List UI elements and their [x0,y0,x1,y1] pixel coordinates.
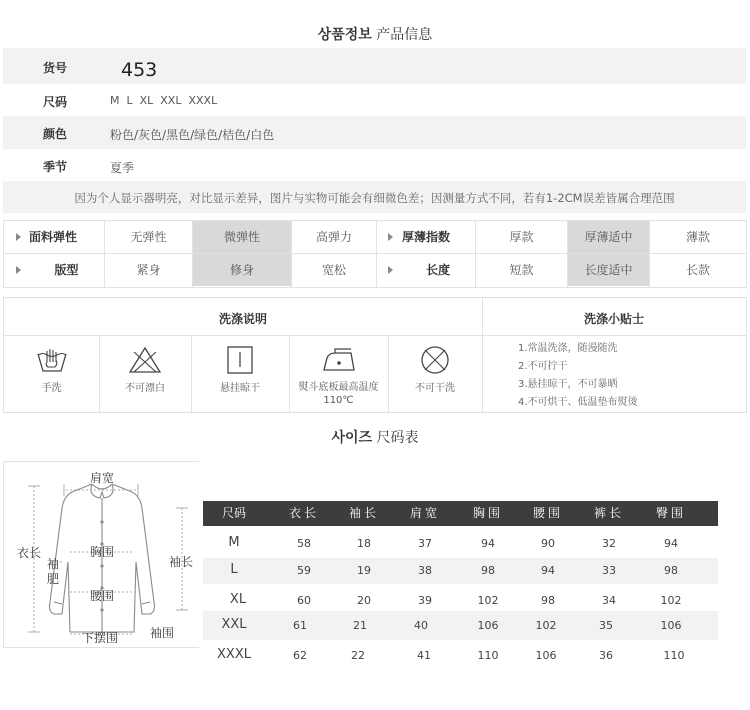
size-table-header-cell: 裤长 [593,506,624,520]
size-value: 94 [541,564,555,577]
wash-title: 洗涤说明 [218,312,267,326]
size-value: 98 [541,594,555,607]
attr-option-selected: 修身 [193,254,291,286]
info-label: 货号 [43,61,68,75]
diagram-label-shoulder: 肩宽 [90,471,115,485]
size-chart-title [0,427,750,447]
arrow-right-icon [388,233,393,241]
info-value: 粉色/灰色/黑色/绿色/桔色/白色 [110,128,275,142]
attributes-table [3,220,747,288]
divider [482,298,483,412]
size-value: 102 [535,619,557,632]
size-value: 40 [414,619,428,632]
wash-item-label: 悬挂晾干 [220,383,260,394]
divider [4,253,746,254]
size-value: 94 [481,537,495,550]
diagram-label-sleeve-width: 袖肥 [47,557,60,586]
diagram-label-length: 衣长 [17,546,42,560]
size-value: 41 [417,649,431,662]
diagram-label-sleeve: 袖长 [169,555,194,569]
hand-wash-icon [35,346,69,374]
attr-option: 薄款 [685,230,710,244]
size-value: 106 [535,649,557,662]
wash-item-no-bleach [99,336,191,412]
wash-item-label: 不可漂白 [125,383,165,394]
wash-item-no-dry-clean [388,336,482,412]
diagram-label-waist: 腰围 [90,589,115,603]
size-name: XXL [221,617,247,632]
size-value: 20 [357,594,371,607]
attr-label-elasticity: 面料弹性 [29,230,78,244]
divider [376,221,377,287]
size-table-row [203,530,718,558]
attr-option-selected: 厚薄适中 [568,221,649,253]
no-tumble-dry-icon [419,344,451,376]
product-info-title-zh: 产品信息 [376,27,433,43]
wash-item-label: 熨斗底板最高温度110℃ [298,382,379,406]
info-row-item-no [3,48,746,84]
size-table-row [203,611,718,640]
info-label: 尺码 [43,95,68,109]
size-table-header [203,501,718,526]
size-value: 33 [602,564,616,577]
size-value: 22 [351,649,365,662]
wash-tips-list [518,340,638,412]
size-table-header-cell: 胸围 [472,506,503,520]
wash-panel [3,297,747,413]
size-table-header-cell: 衣长 [288,506,319,520]
divider [192,221,193,287]
arrow-right-icon [16,266,21,274]
product-info-table [3,48,746,213]
attr-label-length: 长度 [425,263,450,277]
size-value: 94 [664,537,678,550]
attr-option: 无弹性 [130,230,167,244]
divider [475,221,476,287]
size-chart-title-zh: 尺码表 [376,430,419,446]
diagram-label-hem: 下摆围 [82,631,119,645]
size-value: 34 [602,594,616,607]
info-value: 453 [121,59,158,81]
wash-tips-title: 洗涤小贴士 [583,312,644,326]
product-info-title-ko: 상품정보 [317,27,372,43]
attr-label-thickness: 厚薄指数 [402,230,451,244]
size-value: 59 [297,564,311,577]
diagram-label-cuff: 袖围 [150,626,175,640]
info-note-row [3,181,746,213]
size-table-row [203,585,718,611]
size-value: 32 [602,537,616,550]
size-value: 106 [477,619,499,632]
info-value: 夏季 [110,161,135,175]
attr-option: 厚款 [509,230,534,244]
wash-tip: 3.悬挂晾干，不可暴晒 [518,379,618,390]
attr-option-selected: 微弹性 [193,221,291,253]
size-value: 110 [477,649,499,662]
info-label: 颜色 [43,127,68,141]
attr-option: 短款 [509,263,534,277]
wash-item-label: 手洗 [41,383,62,394]
color-disclaimer: 因为个人显示器明亮，对比显示差异，图片与实物可能会有细微色差；因测量方式不同，若有1-2CM误差皆属合理范围 [74,191,675,205]
arrow-right-icon [388,266,393,274]
size-value: 35 [599,619,613,632]
attr-option: 高弹力 [315,230,352,244]
divider [104,221,105,287]
size-table-header-cell: 臀围 [655,506,686,520]
product-info-title [0,24,750,44]
arrow-right-icon [16,233,21,241]
size-table-header-cell: 尺码 [221,506,246,520]
size-value: 18 [357,537,371,550]
size-value: 37 [418,537,432,550]
size-chart-title-ko: 사이즈 [331,430,373,446]
wash-tip: 1.常温洗涤，随漫随洗 [518,343,618,354]
attr-option: 紧身 [136,263,161,277]
size-name: M [228,535,240,550]
divider [649,221,650,287]
divider [567,221,568,287]
size-name: L [230,562,238,577]
size-value: 60 [297,594,311,607]
wash-item-iron [289,336,388,412]
size-value: 98 [481,564,495,577]
info-value: M L XL XXL XXXL [110,94,218,107]
attr-option-selected: 长度适中 [568,254,649,286]
size-value: 106 [660,619,682,632]
wash-tip: 4.不可烘干、低温垫布熨烫 [518,397,638,408]
size-value: 62 [293,649,307,662]
diagram-label-chest: 胸围 [90,545,115,559]
iron-icon [321,346,357,374]
size-value: 61 [293,619,307,632]
size-table-header-cell: 腰围 [532,506,563,520]
wash-tip: 2.不可拧干 [518,361,568,372]
info-label: 季节 [43,160,68,174]
wash-item-hand [4,336,99,412]
size-value: 19 [357,564,371,577]
size-table-header-cell: 袖长 [348,506,379,520]
size-value: 102 [477,594,499,607]
hang-dry-icon [225,345,255,375]
attr-label-fit: 版型 [54,263,79,277]
info-row-season [3,149,746,181]
size-value: 102 [660,594,682,607]
attr-option: 长款 [685,263,710,277]
info-row-size [3,84,746,116]
size-name: XXXL [217,647,251,662]
size-value: 39 [418,594,432,607]
divider [291,221,292,287]
no-bleach-icon [128,346,162,374]
size-table-header-cell: 肩宽 [409,506,440,520]
size-value: 36 [599,649,613,662]
size-value: 21 [353,619,367,632]
attr-option: 宽松 [321,263,346,277]
size-table-row [203,558,718,584]
size-name: XL [229,592,247,607]
size-value: 38 [418,564,432,577]
wash-item-hang-dry [191,336,289,412]
wash-item-label: 不可干洗 [415,383,455,394]
measurement-diagram [3,461,199,648]
size-value: 90 [541,537,555,550]
size-value: 98 [664,564,678,577]
size-value: 58 [297,537,311,550]
info-row-color [3,116,746,149]
size-table-row [203,641,718,669]
size-value: 110 [663,649,685,662]
